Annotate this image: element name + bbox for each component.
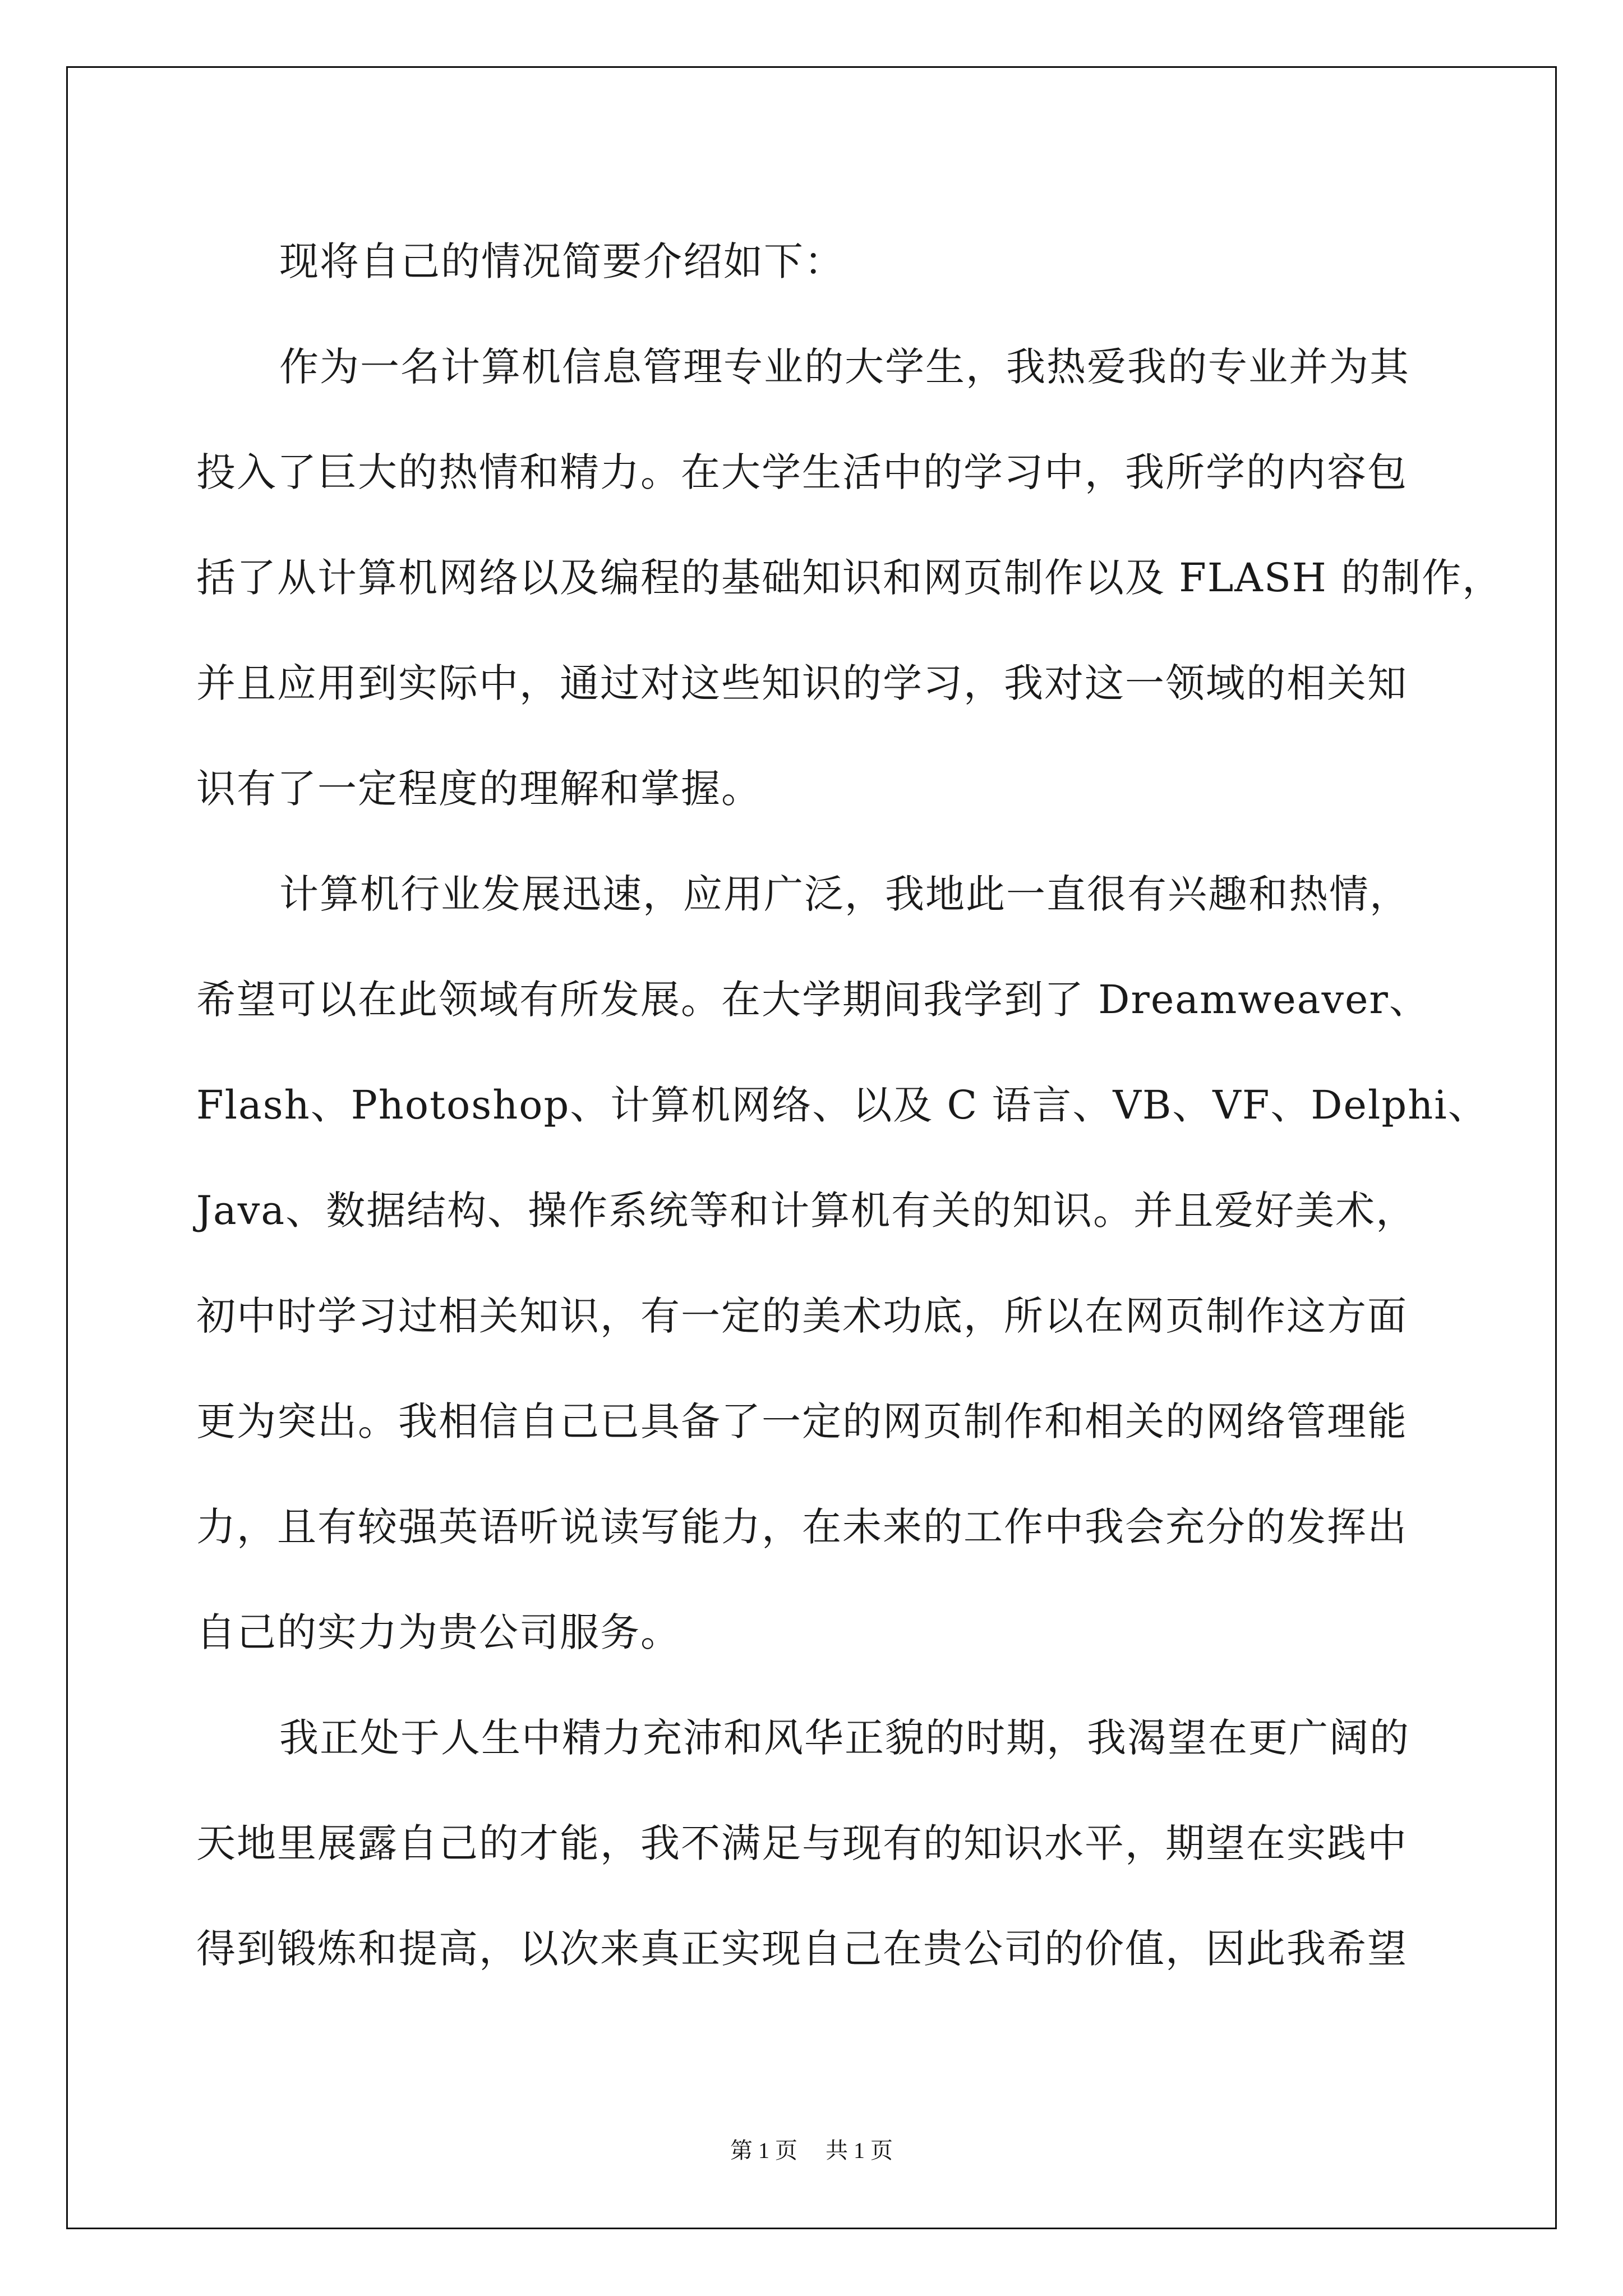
paragraph-line: 现将自己的情况简要介绍如下： <box>279 238 845 284</box>
paragraph-line: 并且应用到实际中，通过对这些知识的学习，我对这一领域的相关知 <box>196 660 1408 706</box>
page-number-current: 第 1 页 <box>730 2138 797 2163</box>
paragraph-line: 作为一名计算机信息管理专业的大学生，我热爱我的专业并为其 <box>279 344 1410 390</box>
paragraph-line: 天地里展露自己的才能，我不满足与现有的知识水平，期望在实践中 <box>196 1820 1408 1866</box>
paragraph-line: 我正处于人生中精力充沛和风华正貌的时期，我渴望在更广阔的 <box>279 1715 1410 1761</box>
paragraph-line: Flash、Photoshop、计算机网络、以及 C 语言、VB、VF、Delphi、 <box>196 1082 1488 1128</box>
paragraph-line: 初中时学习过相关知识，有一定的美术功底，所以在网页制作这方面 <box>196 1293 1408 1339</box>
paragraph-line: Java、数据结构、操作系统等和计算机有关的知识。并且爱好美术， <box>196 1188 1417 1234</box>
paragraph-line: 力，且有较强英语听说读写能力，在未来的工作中我会充分的发挥出 <box>196 1504 1408 1550</box>
page-footer <box>0 2133 1623 2165</box>
paragraph-line: 更为突出。我相信自己已具备了一定的网页制作和相关的网络管理能 <box>196 1398 1408 1444</box>
paragraph-line: 自己的实力为贵公司服务。 <box>196 1609 681 1655</box>
paragraph-line: 投入了巨大的热情和精力。在大学生活中的学习中，我所学的内容包 <box>196 449 1408 495</box>
document-body <box>196 209 1503 2001</box>
paragraph-line: 得到锻炼和提高，以次来真正实现自己在贵公司的价值，因此我希望 <box>196 1926 1408 1972</box>
paragraph-line: 识有了一定程度的理解和掌握。 <box>196 766 762 812</box>
paragraph-line: 计算机行业发展迅速，应用广泛，我地此一直很有兴趣和热情， <box>279 871 1410 917</box>
paragraph-line: 希望可以在此领域有所发展。在大学期间我学到了 Dreamweaver、 <box>196 977 1430 1023</box>
page-number-total: 共 1 页 <box>826 2138 893 2163</box>
paragraph-line: 括了从计算机网络以及编程的基础知识和网页制作以及 FLASH 的制作， <box>196 555 1503 601</box>
